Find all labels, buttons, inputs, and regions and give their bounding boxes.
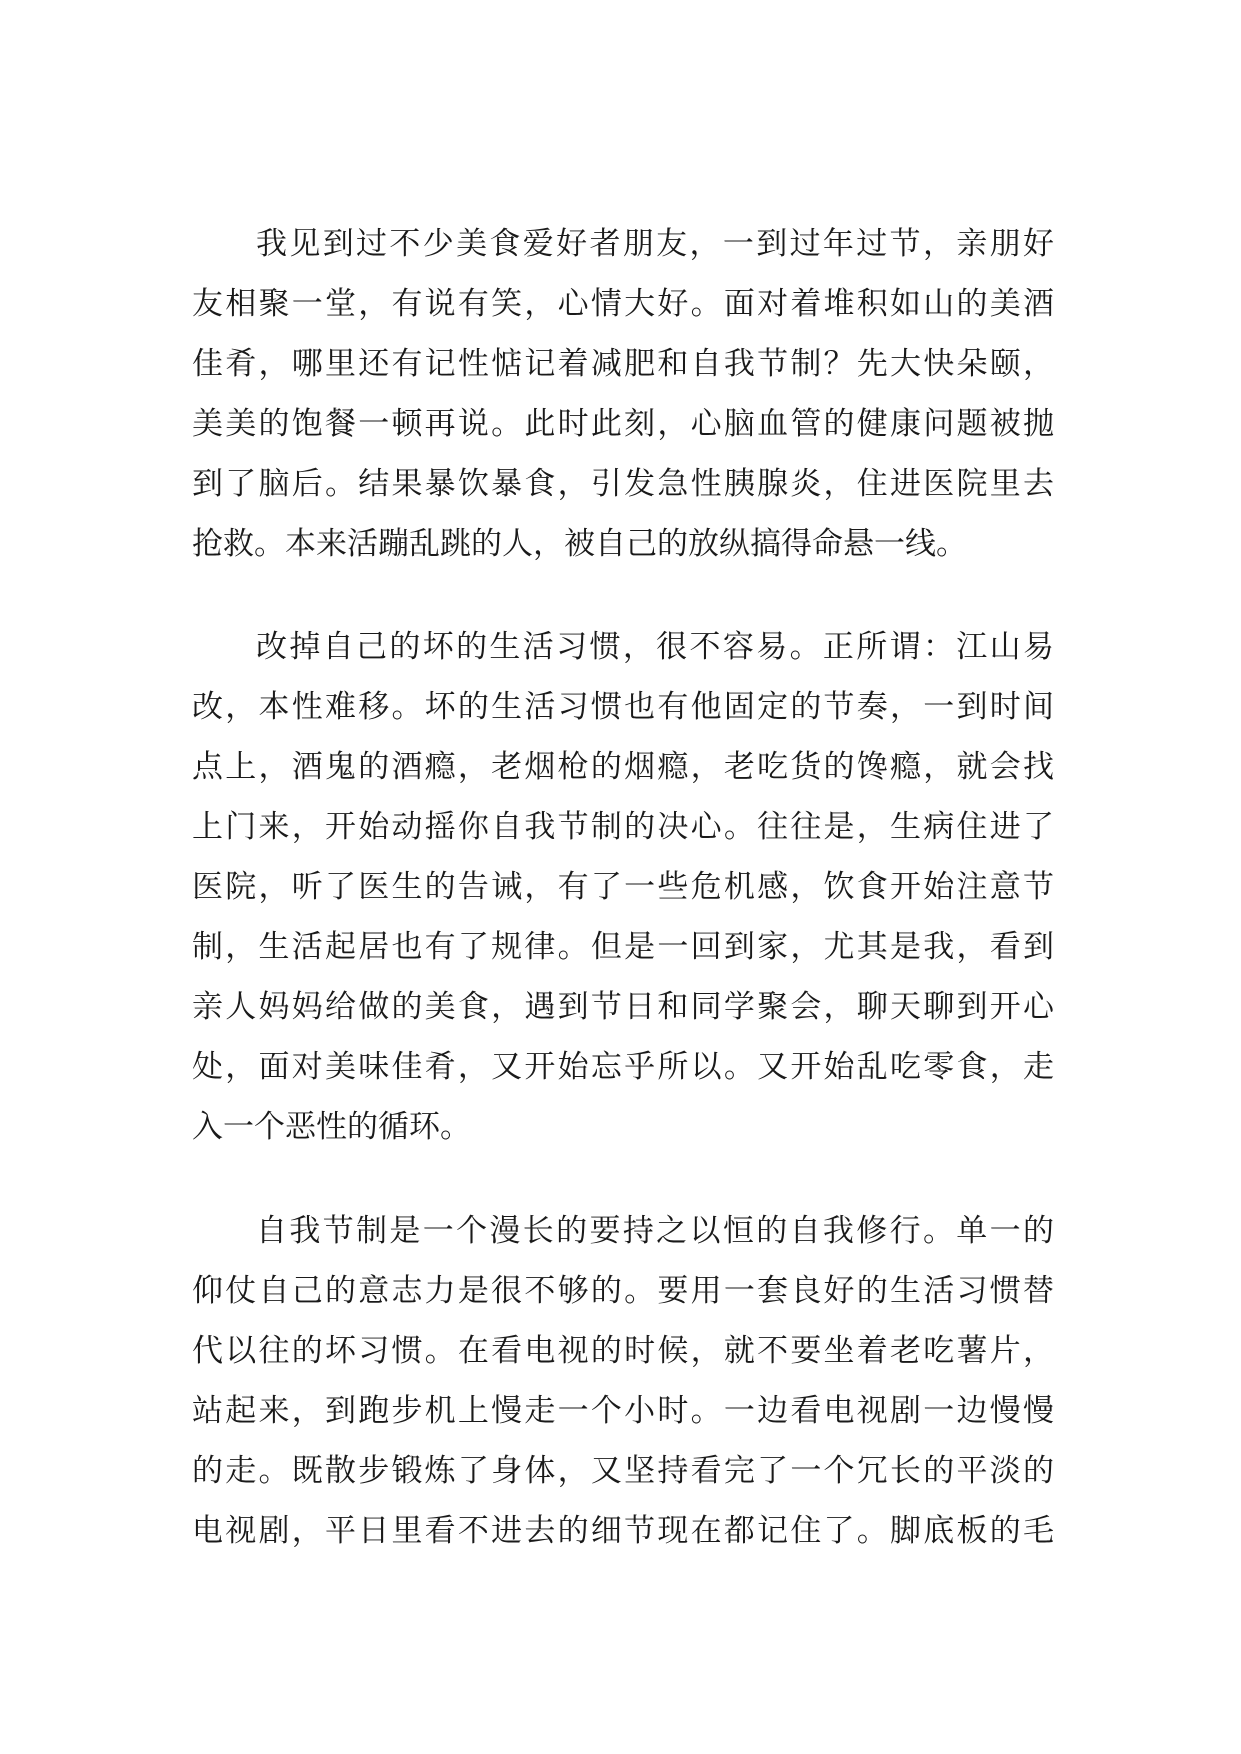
paragraph-line: 改，本性难移。坏的生活习惯也有他固定的节奏，一到时间 [192, 689, 1054, 725]
paragraph-line: 点上，酒鬼的酒瘾，老烟枪的烟瘾，老吃货的馋瘾，就会找 [192, 749, 1054, 785]
paragraph-line: 友相聚一堂，有说有笑，心情大好。面对着堆积如山的美酒 [192, 286, 1054, 322]
paragraph-line: 仰仗自己的意志力是很不够的。要用一套良好的生活习惯替 [192, 1273, 1054, 1309]
paragraph-line: 到了脑后。结果暴饮暴食，引发急性胰腺炎，住进医院里去 [192, 466, 1054, 502]
paragraph-line: 处，面对美味佳肴，又开始忘乎所以。又开始乱吃零食，走 [192, 1049, 1054, 1085]
paragraph-line: 代以往的坏习惯。在看电视的时候，就不要坐着老吃薯片， [192, 1333, 1054, 1369]
paragraph-line: 的走。既散步锻炼了身体，又坚持看完了一个冗长的平淡的 [192, 1453, 1054, 1489]
paragraph-line: 入一个恶性的循环。 [192, 1109, 471, 1145]
paragraph-line: 我见到过不少美食爱好者朋友，一到过年过节，亲朋好 [256, 226, 1054, 262]
paragraph-line: 抢救。本来活蹦乱跳的人，被自己的放纵搞得命悬一线。 [192, 526, 967, 562]
paragraph-line: 制，生活起居也有了规律。但是一回到家，尤其是我，看到 [192, 929, 1054, 965]
paragraph-line: 佳肴，哪里还有记性惦记着减肥和自我节制？先大快朵颐， [192, 346, 1054, 382]
paragraph-line: 亲人妈妈给做的美食，遇到节日和同学聚会，聊天聊到开心 [192, 989, 1054, 1025]
paragraph-1 [192, 214, 1054, 574]
paragraph-line: 改掉自己的坏的生活习惯，很不容易。正所谓：江山易 [256, 629, 1054, 665]
paragraph-line: 站起来，到跑步机上慢走一个小时。一边看电视剧一边慢慢 [192, 1393, 1054, 1429]
paragraph-line: 电视剧，平日里看不进去的细节现在都记住了。脚底板的毛 [192, 1513, 1054, 1549]
paragraph-3 [192, 1201, 1054, 1561]
paragraph-line: 医院，听了医生的告诫，有了一些危机感，饮食开始注意节 [192, 869, 1054, 905]
paragraph-line: 上门来，开始动摇你自我节制的决心。往往是，生病住进了 [192, 809, 1054, 845]
paragraph-line: 美美的饱餐一顿再说。此时此刻，心脑血管的健康问题被抛 [192, 406, 1054, 442]
paragraph-line: 自我节制是一个漫长的要持之以恒的自我修行。单一的 [256, 1213, 1054, 1249]
paragraph-2 [192, 617, 1054, 1157]
